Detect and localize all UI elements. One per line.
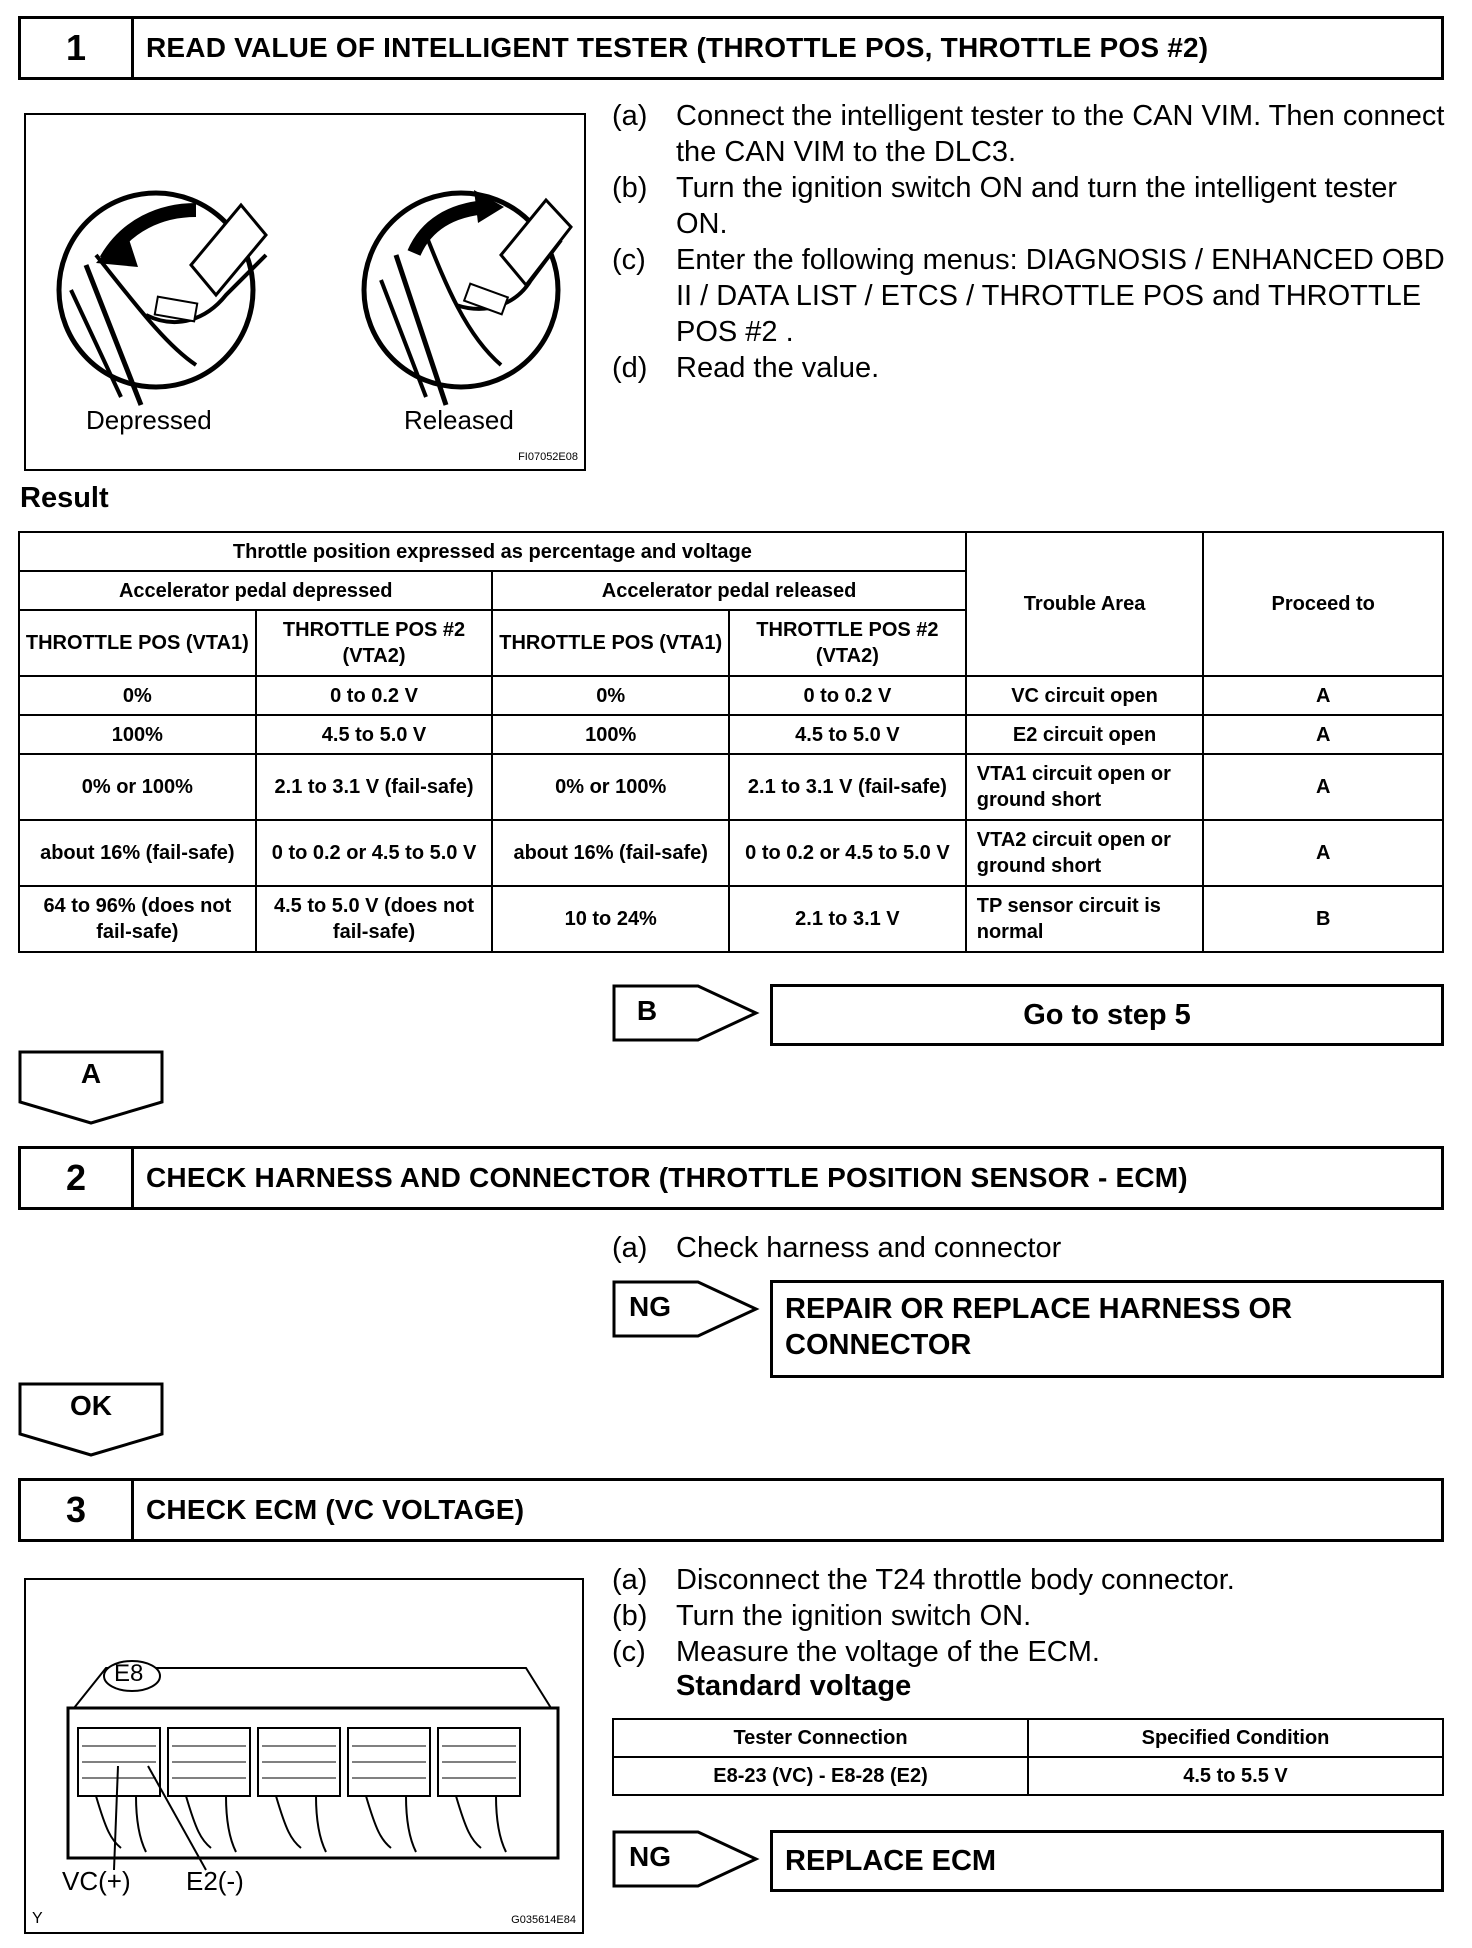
result-table	[18, 531, 1444, 953]
table-header: Tester Connection	[613, 1719, 1028, 1757]
step-title: READ VALUE OF INTELLIGENT TESTER (THROTTLE POS, THROTTLE POS #2)	[146, 32, 1209, 63]
table-row: E8-23 (VC) - E8-28 (E2) 4.5 to 5.5 V	[613, 1757, 1443, 1795]
step-3-instructions	[612, 1562, 1448, 1670]
ecm-connector-figure	[24, 1578, 584, 1934]
step-1-instructions	[612, 98, 1448, 386]
branch-label: NG	[629, 1291, 671, 1322]
instruction-item: (d) Read the value.	[612, 352, 880, 384]
branch-ng-arrow	[612, 1830, 760, 1888]
branch-label: NG	[629, 1841, 671, 1872]
released-pedal-drawing	[364, 190, 571, 405]
depressed-label: Depressed	[86, 405, 212, 435]
step-number: 1	[21, 19, 134, 77]
step-2-instructions	[612, 1230, 1448, 1266]
instruction-item: (b) Turn the ignition switch ON and turn the intelligent tester ON.	[612, 172, 1398, 240]
table-header: THROTTLE POS (VTA1)	[492, 610, 729, 676]
table-header: Accelerator pedal depressed	[19, 571, 492, 610]
instruction-item: (a) Connect the intelligent tester to the CAN VIM. Then connect the CAN VIM to the DLC3.	[612, 100, 1445, 168]
step-number: 3	[21, 1481, 134, 1539]
step-title: CHECK HARNESS AND CONNECTOR (THROTTLE POSITION SENSOR - ECM)	[146, 1162, 1188, 1193]
table-row: 0% or 100% 2.1 to 3.1 V (fail-safe) 0% or 100% 2.1 to 3.1 V (fail-safe) VTA1 circuit open or ground short A	[19, 754, 1443, 820]
branch-ok-arrow	[18, 1382, 164, 1458]
e2-pin-label: E2(-)	[186, 1866, 244, 1896]
standard-voltage-heading: Standard voltage	[676, 1670, 912, 1702]
go-to-step-box: Go to step 5	[770, 984, 1444, 1046]
branch-label: A	[80, 1058, 102, 1089]
instruction-item: (a) Disconnect the T24 throttle body connector.	[612, 1564, 1235, 1596]
result-heading: Result	[20, 482, 109, 514]
table-header: Accelerator pedal released	[492, 571, 965, 610]
figure-corner-mark: Y	[32, 1910, 43, 1927]
instruction-item: (b) Turn the ignition switch ON.	[612, 1600, 1032, 1632]
figure-code: FI07052E08	[518, 451, 578, 463]
voltage-table	[612, 1718, 1444, 1796]
table-header: THROTTLE POS #2 (VTA2)	[256, 610, 493, 676]
instruction-item: (a) Check harness and connector	[612, 1232, 1062, 1264]
branch-b-arrow	[612, 984, 760, 1042]
table-row: about 16% (fail-safe) 0 to 0.2 or 4.5 to 5.0 V about 16% (fail-safe) 0 to 0.2 or 4.5 to 5.0 V VTA2 circuit open or ground short A	[19, 820, 1443, 886]
table-row: 64 to 96% (does not fail-safe) 4.5 to 5.0 V (does not fail-safe) 10 to 24% 2.1 to 3.1 V TP sensor circuit is normal B	[19, 886, 1443, 952]
figure-code: G035614E84	[511, 1914, 576, 1926]
repair-box: REPAIR OR REPLACE HARNESS OR CONNECTOR	[770, 1280, 1444, 1378]
table-header: Proceed to	[1203, 532, 1443, 676]
vc-pin-label: VC(+)	[62, 1866, 131, 1896]
table-row: 100% 4.5 to 5.0 V 100% 4.5 to 5.0 V E2 circuit open A	[19, 715, 1443, 754]
branch-label: OK	[70, 1390, 112, 1421]
step-2-header	[18, 1146, 1444, 1210]
table-header: THROTTLE POS #2 (VTA2)	[729, 610, 966, 676]
step-number: 2	[21, 1149, 134, 1207]
branch-label: B	[636, 995, 658, 1026]
instruction-item: (c) Measure the voltage of the ECM.	[612, 1636, 1100, 1668]
table-row: 0% 0 to 0.2 V 0% 0 to 0.2 V VC circuit open A	[19, 676, 1443, 715]
connector-label: E8	[114, 1660, 144, 1687]
step-title: CHECK ECM (VC VOLTAGE)	[146, 1494, 525, 1525]
table-header: Trouble Area	[966, 532, 1204, 676]
step-1-header	[18, 16, 1444, 80]
replace-ecm-box: REPLACE ECM	[770, 1830, 1444, 1892]
table-header: Specified Condition	[1028, 1719, 1443, 1757]
depressed-pedal-drawing	[59, 193, 266, 405]
pedal-figure	[24, 113, 586, 471]
step-3-header	[18, 1478, 1444, 1542]
released-label: Released	[404, 405, 514, 435]
table-header: Throttle position expressed as percentage and voltage	[19, 532, 966, 571]
table-header: THROTTLE POS (VTA1)	[19, 610, 256, 676]
branch-a-arrow	[18, 1050, 164, 1126]
branch-ng-arrow	[612, 1280, 760, 1338]
instruction-item: (c) Enter the following menus: DIAGNOSIS / ENHANCED OBD II / DATA LIST / ETCS / THROTTLE POS and THROTTLE POS #2 .	[612, 244, 1445, 348]
